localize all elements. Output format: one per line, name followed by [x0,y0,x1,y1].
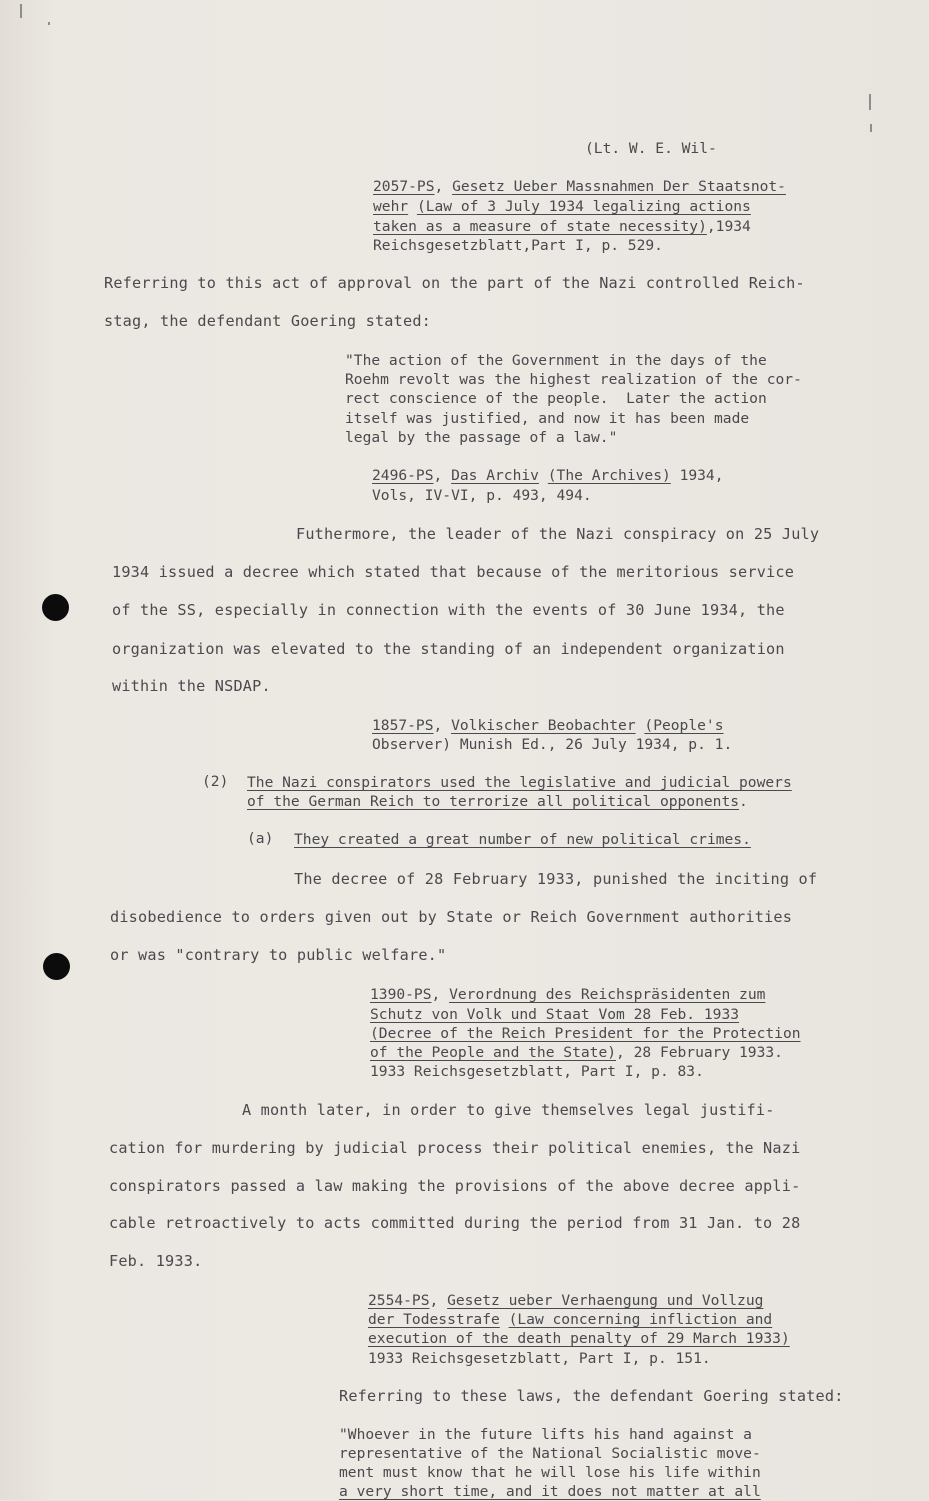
citation-title: der Todesstrafe [368,1311,500,1328]
quote-line: Roehm revolt was the highest realization of the cor- [345,371,802,388]
citation-translation: of the People and the State) [370,1044,617,1061]
margin-speck [20,4,22,18]
section-heading-line-2 [247,793,748,811]
paragraph-line: stag, the defendant Goering stated: [104,312,432,330]
citation-ref: 2554-PS [368,1292,430,1309]
citation-2057-line-2 [373,198,751,216]
paragraph-line: or was "contrary to public welfare." [110,946,447,964]
paragraph-line: Feb. 1933. [109,1252,203,1270]
quote-line [339,1483,761,1501]
citation-translation: execution of the death penalty of 29 March 1933) [368,1330,790,1347]
section-heading-end: . [739,793,748,810]
margin-speck [870,124,872,132]
paragraph-line: The decree of 28 February 1933, punished the inciting of [294,870,818,888]
quote-line: itself was justified, and now it has been made [345,410,750,427]
punch-hole-top [42,594,69,621]
paragraph-line: cation for murdering by judicial process their political enemies, the Nazi [109,1139,801,1157]
quote-line: rect conscience of the people. Later the action [345,390,767,407]
paragraph-line: Referring to these laws, the defendant Goering stated: [339,1387,844,1405]
section-heading: The Nazi conspirators used the legislative and judicial powers [247,774,792,791]
citation-title: wehr [373,198,409,215]
citation-ref: 1857-PS [372,717,434,734]
citation-title: Volkischer Beobachter [451,717,636,734]
citation-1390-source: 1933 Reichsgesetzblatt, Part I, p. 83. [370,1063,704,1080]
quote-line: representative of the National Socialistic move- [339,1445,761,1462]
paragraph-line: of the SS, especially in connection with the events of 30 June 1934, the [112,601,785,619]
paragraph-line: Futhermore, the leader of the Nazi conspiracy on 25 July [296,525,820,543]
paragraph-line: cable retroactively to acts committed during the period from 31 Jan. to 28 [109,1214,801,1232]
paragraph-line: within the NSDAP. [112,677,271,695]
citation-2554-line-3 [368,1330,790,1348]
margin-speck [869,94,871,110]
paragraph-line: disobedience to orders given out by State or Reich Government authorities [110,908,793,926]
citation-translation: taken as a measure of state necessity) [373,218,707,235]
quote-line: legal by the passage of a law." [345,429,618,446]
quote-line: "Whoever in the future lifts his hand against a [339,1426,752,1443]
citation-1390-line-4 [370,1044,783,1062]
subsection-heading: They created a great number of new political crimes. [294,831,751,848]
citation-1390-line-2 [370,1006,739,1024]
citation-title: Gesetz ueber Verhaengung und Vollzug [447,1292,764,1309]
citation-title: Das Archiv [451,467,539,484]
punch-hole-bottom [43,953,70,980]
quote-line: ment must know that he will lose his life within [339,1464,761,1481]
citation-1857-source: Observer) Munish Ed., 26 July 1934, p. 1. [372,736,733,753]
citation-date: , 28 February 1933. [616,1044,783,1061]
citation-title: Gesetz Ueber Massnahmen Der Staatsnot- [452,178,786,195]
citation-year: ,1934 [706,218,751,235]
quote-line: "The action of the Government in the days of the [345,352,767,369]
citation-translation: (The Archives) [547,467,671,484]
section-heading-line-1 [247,774,792,792]
paragraph-line: Referring to this act of approval on the part of the Nazi controlled Reich- [104,274,805,292]
citation-1390-line-3 [370,1025,801,1043]
citation-ref: 2496-PS [372,467,434,484]
citation-translation: (Law of 3 July 1934 legalizing actions [416,198,751,215]
citation-translation: (Decree of the Reich President for the Protection [370,1025,801,1042]
citation-2057-line-3 [373,218,751,236]
paragraph-line: 1934 issued a decree which stated that because of the meritorious service [112,563,795,581]
citation-1390-line-1: 1390-PS, Verordnung des Reichspräsidenten zum [370,986,766,1003]
citation-2554-line-1: 2554-PS, Gesetz ueber Verhaengung und Vollzug [368,1292,764,1309]
paragraph-line: organization was elevated to the standing of an independent organization [112,640,785,658]
paragraph-line: conspirators passed a law making the provisions of the above decree appli- [109,1177,801,1195]
margin-speck [48,22,50,25]
paragraph-line: A month later, in order to give themselves legal justifi- [242,1101,775,1119]
citation-ref: 2057-PS [373,178,435,195]
citation-2496-source: Vols, IV-VI, p. 493, 494. [372,487,592,504]
citation-2554-source: 1933 Reichsgesetzblatt, Part I, p. 151. [368,1350,711,1367]
quote-line-text: a very short time, and it does not matter at all [339,1483,761,1500]
subsection-letter: (a) [247,830,274,847]
citation-year: 1934, [670,467,724,484]
citation-2496-line-1: 2496-PS, Das Archiv (The Archives) 1934, [372,467,724,484]
citation-1857-line-1: 1857-PS, Volkischer Beobachter (People's [372,717,724,734]
section-heading: of the German Reich to terrorize all political opponents [247,793,740,810]
section-number: (2) [202,773,229,790]
citation-2057-source: Reichsgesetzblatt,Part I, p. 529. [373,237,663,254]
subsection-heading-line [294,831,751,849]
citation-2554-line-2 [368,1311,772,1329]
author-attribution: (Lt. W. E. Wil- [585,140,717,157]
citation-translation: (People's [644,717,724,734]
citation-ref: 1390-PS [370,986,432,1003]
citation-title: Verordnung des Reichspräsidenten zum [449,986,766,1003]
citation-2057-line-1: 2057-PS, Gesetz Ueber Massnahmen Der Staatsnot- [373,178,786,195]
citation-title: Schutz von Volk und Staat Vom 28 Feb. 1933 [370,1006,740,1023]
citation-translation: (Law concerning infliction and [508,1311,773,1328]
